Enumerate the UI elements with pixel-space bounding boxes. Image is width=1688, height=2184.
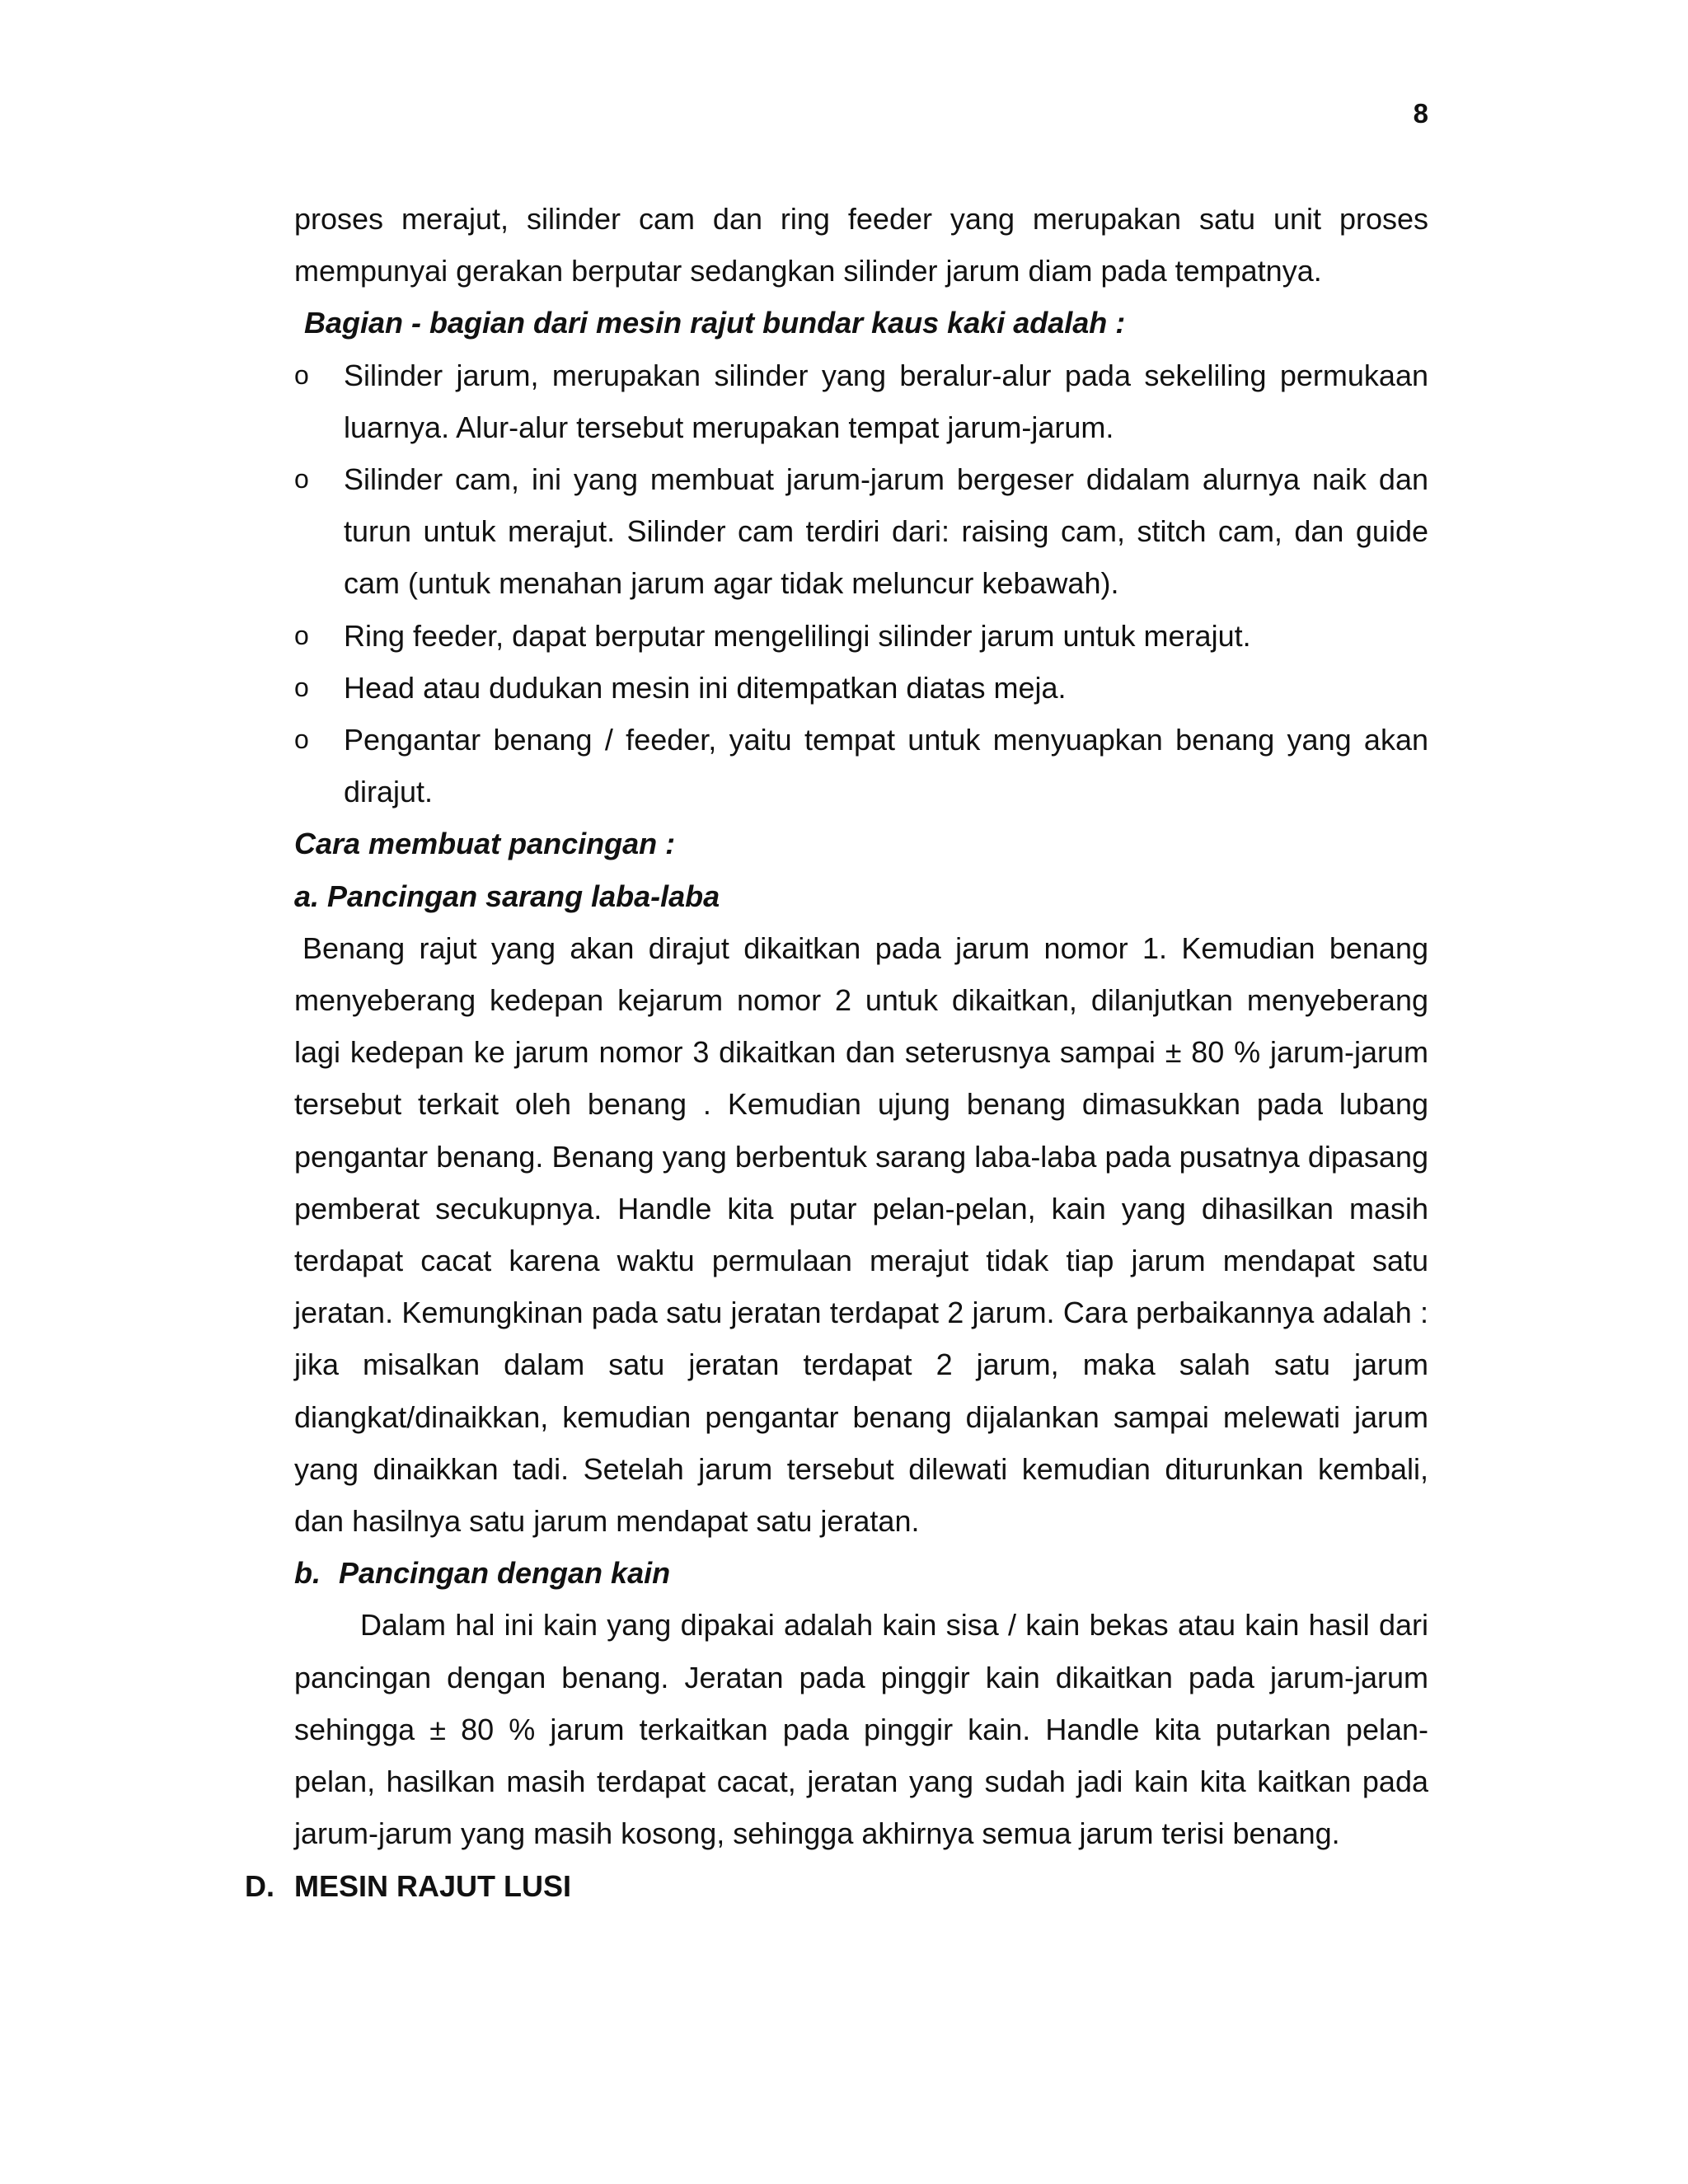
list-item-text: Head atau dudukan mesin ini ditempatkan diatas meja. bbox=[344, 670, 1067, 705]
bullet-icon: o bbox=[294, 359, 309, 390]
bullet-icon: o bbox=[294, 620, 309, 650]
document-body bbox=[245, 193, 1428, 1912]
list-item bbox=[294, 662, 1428, 714]
list-item-text: Silinder cam, ini yang membuat jarum-jarum bergeser didalam alurnya naik dan turun untuk merajut. Silinder cam terdiri dari: raising cam, stitch cam, dan guide cam (untuk menahan jarum agar tidak meluncur kebawah). bbox=[344, 462, 1428, 601]
pancingan-heading: Cara membuat pancingan : bbox=[294, 827, 676, 861]
section-letter: D. bbox=[245, 1868, 274, 1903]
subheading-a: a. Pancingan sarang laba-laba bbox=[294, 879, 720, 913]
parts-list bbox=[294, 349, 1428, 818]
list-item-text: Silinder jarum, merupakan silinder yang beralur-alur pada sekeliling permukaan luarnya. Alur-alur tersebut merupakan tempat jarum-jarum. bbox=[344, 358, 1428, 444]
subheading-b-label: b. bbox=[294, 1556, 321, 1591]
list-item bbox=[294, 453, 1428, 610]
subheading-b-title: Pancingan dengan kain bbox=[339, 1556, 671, 1591]
parts-heading: Bagian - bagian dari mesin rajut bundar kaus kaki adalah : bbox=[304, 306, 1126, 340]
intro-paragraph: proses merajut, silinder cam dan ring feeder yang merupakan satu unit proses mempunyai gerakan berputar sedangkan silinder jarum diam pada tempatnya. bbox=[294, 202, 1428, 288]
bullet-icon: o bbox=[294, 672, 309, 702]
paragraph-b: Dalam hal ini kain yang dipakai adalah kain sisa / kain bekas atau kain hasil dari pancingan dengan benang. Jeratan pada pinggir kain dikaitkan pada jarum-jarum sehingga ± 80 % jarum terkaitkan pada pinggir kain. Handle kita putarkan pelan-pelan, hasilkan masih terdapat cacat, jeratan yang sudah jadi kain kita kaitkan pada jarum-jarum yang masih kosong, sehingga akhirnya semua jarum terisi benang. bbox=[294, 1608, 1428, 1851]
page-number: 8 bbox=[1413, 98, 1428, 129]
list-item-text: Ring feeder, dapat berputar mengelilingi silinder jarum untuk merajut. bbox=[344, 618, 1251, 653]
list-item-text: Pengantar benang / feeder, yaitu tempat untuk menyuapkan benang yang akan dirajut. bbox=[344, 723, 1428, 809]
list-item bbox=[294, 714, 1428, 818]
bullet-icon: o bbox=[294, 464, 309, 494]
subheading-b bbox=[294, 1547, 1428, 1599]
section-heading-d bbox=[245, 1860, 1428, 1912]
list-item bbox=[294, 349, 1428, 453]
bullet-icon: o bbox=[294, 724, 309, 755]
section-title: MESIN RAJUT LUSI bbox=[294, 1868, 572, 1903]
paragraph-a: Benang rajut yang akan dirajut dikaitkan pada jarum nomor 1. Kemudian benang menyeberang kedepan kejarum nomor 2 untuk dikaitkan, dilanjutkan menyeberang lagi kedepan ke jarum nomor 3 dikaitkan dan seterusnya sampai ± 80 % jarum-jarum tersebut terkait oleh benang . Kemudian ujung benang dimasukkan pada lubang pengantar benang. Benang yang berbentuk sarang laba-laba pada pusatnya dipasang pemberat secukupnya. Handle kita putar pelan-pelan, kain yang dihasilkan masih terdapat cacat karena waktu permulaan merajut tidak tiap jarum mendapat satu jeratan. Kemungkinan pada satu jeratan terdapat 2 jarum. Cara perbaikannya adalah : jika misalkan dalam satu jeratan terdapat 2 jarum, maka salah satu jarum diangkat/dinaikkan, kemudian pengantar benang dijalankan sampai melewati jarum yang dinaikkan tadi. Setelah jarum tersebut dilewati kemudian diturunkan kembali, dan hasilnya satu jarum mendapat satu jeratan. bbox=[294, 930, 1428, 1539]
list-item bbox=[294, 610, 1428, 662]
